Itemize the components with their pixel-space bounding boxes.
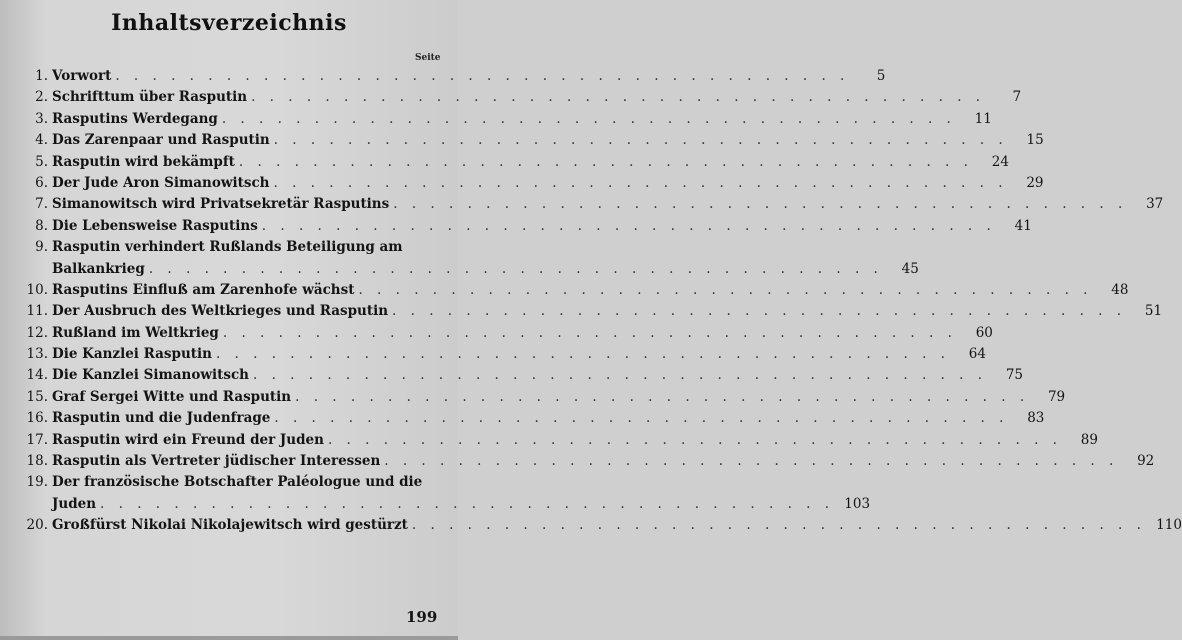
toc-entry-line	[18, 430, 1098, 451]
toc-entry-line	[18, 408, 1045, 429]
toc-entry	[18, 87, 1022, 108]
toc-entry-number: 6.	[35, 174, 48, 191]
toc-entry-title: Der französische Botschafter Paléologue und die	[52, 474, 423, 491]
dot-leader: . . . . . . . . . . . . . . . . . . . . . . . . . . . . . . . . . . . . . . . .	[222, 324, 957, 341]
toc-entry-line	[18, 109, 992, 130]
toc-entry	[18, 280, 1129, 301]
toc-entry-line	[18, 301, 1163, 322]
toc-entry-title: Großfürst Nikolai Nikolajewitsch wird gestürzt	[52, 517, 408, 534]
toc-entry	[18, 216, 1032, 237]
toc-entry	[18, 173, 1044, 194]
toc-entry-page: 48	[1111, 281, 1129, 298]
toc-entry-page: 5	[876, 68, 886, 84]
toc-entry-title: Rußland im Weltkrieg	[52, 324, 219, 341]
dot-leader: . . . . . . . . . . . . . . . . . . . . . . . . . . . . . . . . . . . . . . . .	[115, 68, 850, 84]
toc-entry	[18, 515, 1182, 536]
toc-entry-number: 12.	[26, 324, 48, 341]
dot-leader: . . . . . . . . . . . . . . . . . . . . . . . . . . . . . . . . . . . . . . . .	[100, 495, 835, 512]
toc-entry-number: 9.	[35, 239, 48, 256]
seite-column-label: Seite	[415, 53, 441, 63]
toc-entry-line	[18, 387, 1066, 408]
toc-entry-number: 1.	[35, 68, 48, 84]
toc-entry-page: 64	[968, 346, 986, 363]
toc-entry-page: 7	[1012, 89, 1022, 106]
toc-entry-number: 8.	[35, 217, 48, 234]
toc-entry-page: 24	[991, 153, 1009, 170]
toc-entry	[18, 130, 1044, 151]
dot-leader: . . . . . . . . . . . . . . . . . . . . . . . . . . . . . . . . . . . . . . . .	[384, 453, 1119, 470]
toc-entry-page: 60	[975, 324, 993, 341]
toc-entry-line	[18, 344, 986, 365]
toc-entry-title: Die Kanzlei Rasputin	[52, 346, 212, 363]
dot-leader: . . . . . . . . . . . . . . . . . . . . . . . . . . . . . . . . . . . . . . . .	[393, 196, 1128, 213]
toc-entry-line	[18, 130, 1044, 151]
toc-entry	[18, 344, 986, 365]
toc-entry-page: 103	[844, 495, 871, 512]
toc-entry-title: Graf Sergei Witte und Rasputin	[52, 388, 292, 405]
toc-entry	[18, 408, 1045, 429]
toc-entry-page: 37	[1146, 196, 1164, 213]
toc-entry-number: 3.	[35, 110, 48, 127]
toc-entry-line	[18, 216, 1032, 237]
page-bottom-edge	[0, 636, 458, 640]
toc-entry	[18, 387, 1066, 408]
toc-entry-page: 45	[901, 260, 919, 277]
toc-entry	[18, 451, 1155, 472]
toc-entry-number: 5.	[35, 153, 48, 170]
toc-entry	[18, 152, 1009, 173]
toc-entry-line	[18, 323, 993, 344]
dot-leader: . . . . . . . . . . . . . . . . . . . . . . . . . . . . . . . . . . . . . . . .	[274, 410, 1009, 427]
dot-leader: . . . . . . . . . . . . . . . . . . . . . . . . . . . . . . . . . . . . . . . .	[411, 517, 1146, 534]
toc-entry-number: 2.	[35, 89, 48, 106]
toc-entry-title: Rasputin als Vertreter jüdischer Interessen	[52, 453, 381, 470]
toc-entry-title: Rasputin und die Judenfrage	[52, 410, 271, 427]
toc-entry-title: Rasputin wird bekämpft	[52, 153, 235, 170]
page-title: Inhaltsverzeichnis	[111, 10, 347, 36]
toc-entry-title: Schrifttum über Rasputin	[52, 89, 248, 106]
toc-entry	[18, 194, 1164, 215]
toc-entry-line	[18, 515, 1182, 536]
page-number: 199	[406, 608, 438, 626]
dot-leader: . . . . . . . . . . . . . . . . . . . . . . . . . . . . . . . . . . . . . . . .	[273, 174, 1008, 191]
toc-entry-number: 10.	[26, 281, 48, 298]
toc-entry-title: Die Kanzlei Simanowitsch	[52, 367, 249, 384]
toc-entry	[18, 430, 1098, 451]
toc-entry-line	[18, 237, 446, 258]
toc-entry-title: Der Jude Aron Simanowitsch	[52, 174, 270, 191]
toc-entry-number: 17.	[26, 431, 48, 448]
toc-entry-number: 13.	[26, 346, 48, 363]
toc-entry-line	[18, 472, 446, 493]
toc-entry-page: 89	[1080, 431, 1098, 448]
toc-entry-page: 11	[974, 110, 992, 127]
toc-entry-page: 41	[1014, 217, 1032, 234]
toc-entry-number: 20.	[26, 517, 48, 534]
toc-entry-title: Der Ausbruch des Weltkrieges und Rasputin	[52, 303, 389, 320]
toc-entry-page: 15	[1026, 132, 1044, 149]
toc-entry-number: 4.	[35, 132, 48, 149]
toc-entry-title: Rasputins Werdegang	[52, 110, 218, 127]
dot-leader: . . . . . . . . . . . . . . . . . . . . . . . . . . . . . . . . . . . . . . . .	[251, 89, 986, 106]
toc-entry-title: Rasputin verhindert Rußlands Beteiligung am	[52, 239, 403, 256]
toc-entry-page: 75	[1005, 367, 1023, 384]
dot-leader: . . . . . . . . . . . . . . . . . . . . . . . . . . . . . . . . . . . . . . . .	[295, 388, 1030, 405]
toc-entry-page: 83	[1027, 410, 1045, 427]
toc-entry-title: Die Lebensweise Rasputins	[52, 217, 258, 234]
toc-entry-page: 92	[1137, 453, 1155, 470]
toc-entry-title-continued: Balkankrieg	[52, 260, 145, 277]
toc-entry-line	[18, 152, 1009, 173]
dot-leader: . . . . . . . . . . . . . . . . . . . . . . . . . . . . . . . . . . . . . . . .	[252, 367, 987, 384]
toc-entry-number: 14.	[26, 367, 48, 384]
toc-entry-page: 79	[1047, 388, 1066, 405]
toc-entry-line	[18, 494, 871, 515]
toc-entry-line	[18, 173, 1044, 194]
dot-leader: . . . . . . . . . . . . . . . . . . . . . . . . . . . . . . . . . . . . . . . .	[392, 303, 1127, 320]
toc-entry-line	[18, 87, 1022, 108]
toc-entry-title: Rasputins Einfluß am Zarenhofe wächst	[52, 281, 355, 298]
toc-entry-number: 16.	[26, 410, 48, 427]
toc-entry-line	[18, 259, 919, 280]
toc-entry	[18, 66, 886, 87]
toc-entry-number: 11.	[26, 303, 48, 320]
toc-entry-title-continued: Juden	[52, 495, 97, 512]
toc-entry-line	[18, 66, 886, 87]
toc-entry	[18, 472, 871, 515]
toc-entry-page: 51	[1144, 303, 1163, 320]
toc-entry-title: Simanowitsch wird Privatsekretär Rasputins	[52, 196, 390, 213]
toc-entry-line	[18, 365, 1023, 386]
toc-entry-title: Das Zarenpaar und Rasputin	[52, 132, 270, 149]
toc-entry	[18, 323, 993, 344]
toc-entry-title: Rasputin wird ein Freund der Juden	[52, 431, 324, 448]
toc-entry	[18, 365, 1023, 386]
toc-entry-line	[18, 280, 1129, 301]
dot-leader: . . . . . . . . . . . . . . . . . . . . . . . . . . . . . . . . . . . . . . . .	[221, 110, 956, 127]
dot-leader: . . . . . . . . . . . . . . . . . . . . . . . . . . . . . . . . . . . . . . . .	[148, 260, 883, 277]
dot-leader: . . . . . . . . . . . . . . . . . . . . . . . . . . . . . . . . . . . . . . . .	[327, 431, 1062, 448]
toc-entry	[18, 109, 992, 130]
toc-entry-page: 29	[1026, 174, 1044, 191]
toc-entry-line	[18, 451, 1155, 472]
dot-leader: . . . . . . . . . . . . . . . . . . . . . . . . . . . . . . . . . . . . . . . .	[261, 217, 996, 234]
toc-entry-number: 7.	[35, 196, 48, 213]
toc-entry-title: Vorwort	[52, 68, 112, 84]
toc-entry	[18, 301, 1163, 322]
table-of-contents	[18, 66, 1182, 537]
dot-leader: . . . . . . . . . . . . . . . . . . . . . . . . . . . . . . . . . . . . . . . .	[238, 153, 973, 170]
toc-entry	[18, 237, 919, 280]
dot-leader: . . . . . . . . . . . . . . . . . . . . . . . . . . . . . . . . . . . . . . . .	[215, 346, 950, 363]
toc-entry-number: 19.	[26, 474, 48, 491]
toc-entry-number: 18.	[26, 453, 48, 470]
dot-leader: . . . . . . . . . . . . . . . . . . . . . . . . . . . . . . . . . . . . . . . .	[358, 281, 1093, 298]
dot-leader: . . . . . . . . . . . . . . . . . . . . . . . . . . . . . . . . . . . . . . . .	[273, 132, 1008, 149]
toc-entry-line	[18, 194, 1164, 215]
toc-entry-page: 110	[1156, 517, 1182, 534]
toc-entry-number: 15.	[26, 388, 48, 405]
